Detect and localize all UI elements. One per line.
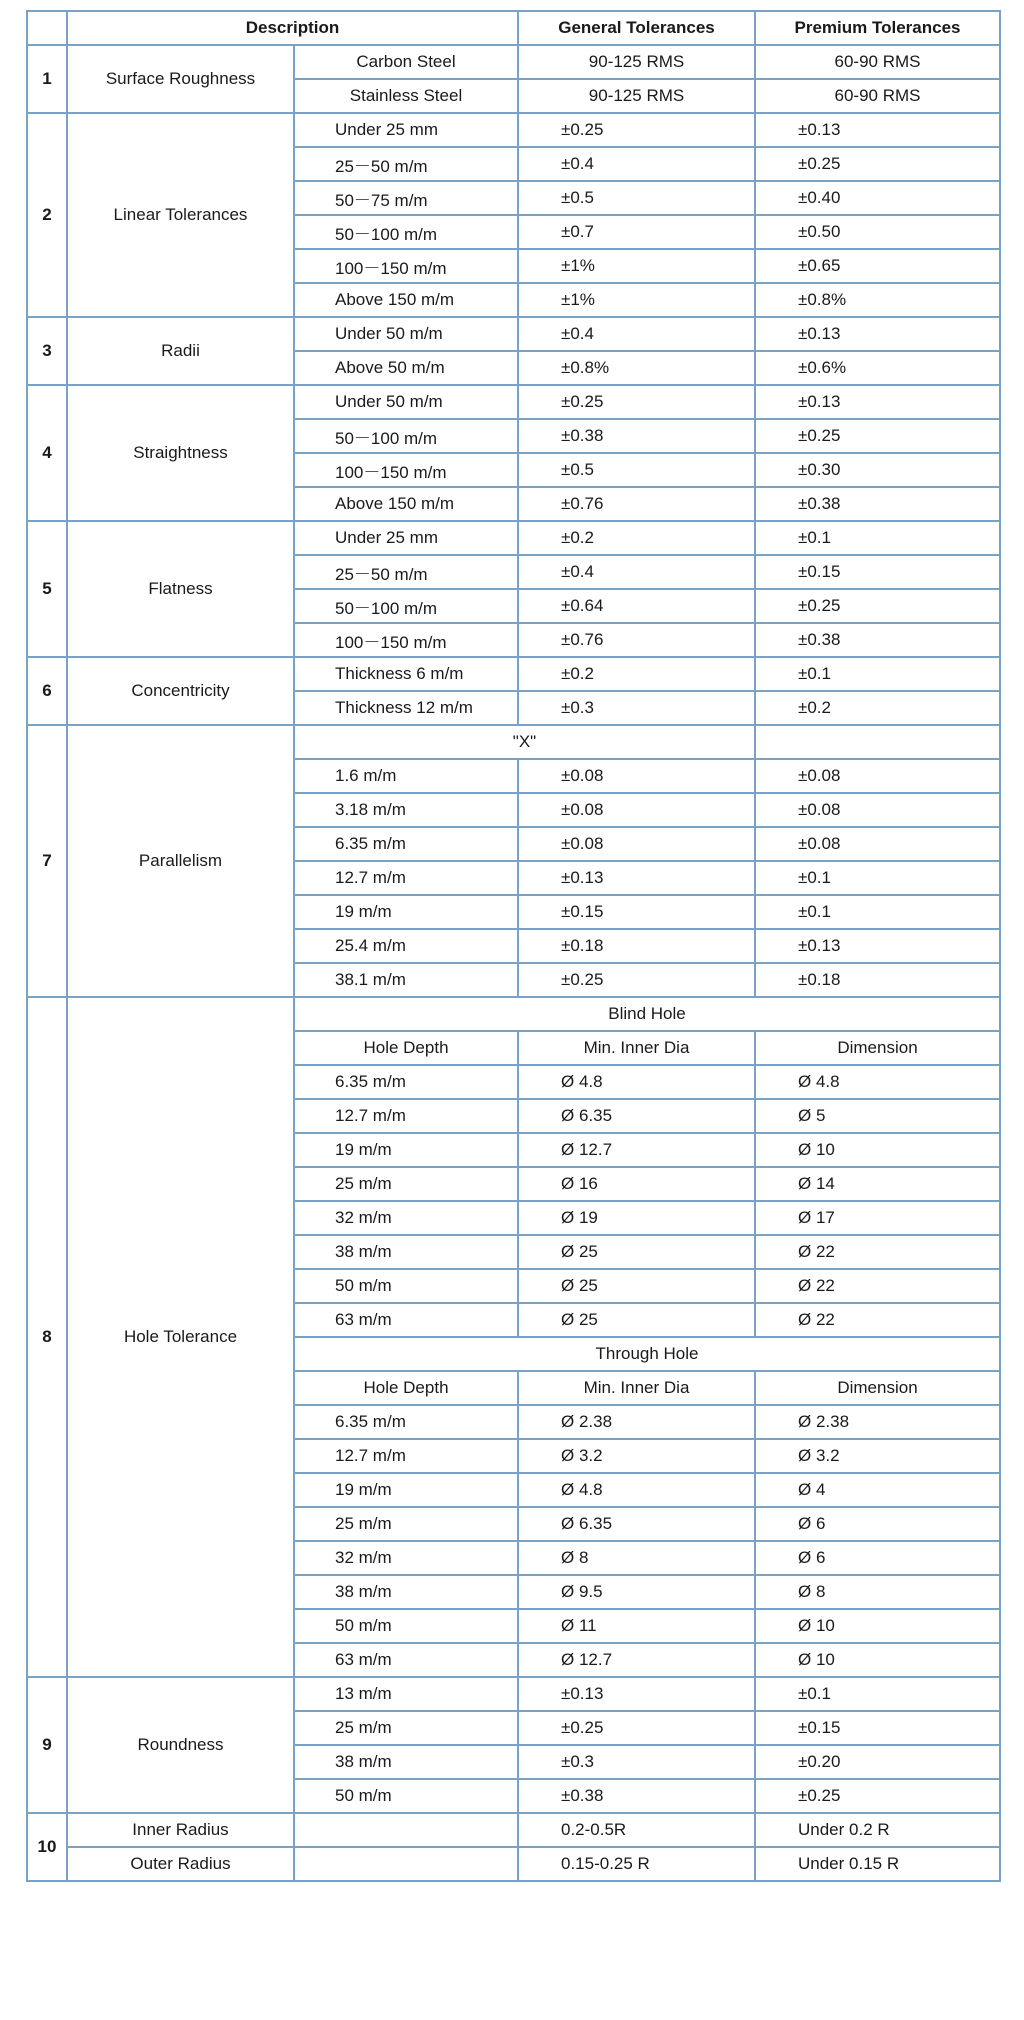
sub-description: Thickness 6 m/m — [294, 657, 518, 691]
sub-description: 50－100 m/m — [294, 419, 518, 453]
min-inner-dia-cell: Ø 25 — [518, 1269, 755, 1303]
sub-description: Above 150 m/m — [294, 487, 518, 521]
parallelism-x-blank — [755, 725, 1000, 759]
sub-description: Above 50 m/m — [294, 351, 518, 385]
premium-tolerance-cell: ±0.08 — [755, 793, 1000, 827]
general-tolerance-cell: ±0.08 — [518, 827, 755, 861]
section-number: 9 — [27, 1677, 67, 1813]
premium-tolerance-cell: ±0.15 — [755, 1711, 1000, 1745]
dimension-cell: Ø 10 — [755, 1609, 1000, 1643]
min-inner-dia-cell: Ø 4.8 — [518, 1065, 755, 1099]
dimension-cell: Ø 2.38 — [755, 1405, 1000, 1439]
premium-tolerance-cell: 60-90 RMS — [755, 79, 1000, 113]
sub-description: 25.4 m/m — [294, 929, 518, 963]
premium-tolerance-cell: ±0.1 — [755, 895, 1000, 929]
general-tolerance-cell: ±0.08 — [518, 759, 755, 793]
general-tolerance-cell: ±0.4 — [518, 555, 755, 589]
sub-description: 25－50 m/m — [294, 555, 518, 589]
general-tolerance-cell: ±0.13 — [518, 861, 755, 895]
table-row — [27, 997, 1000, 1031]
sub-description: 6.35 m/m — [294, 827, 518, 861]
section-title: Hole Tolerance — [67, 997, 294, 1677]
hole-depth-cell: 19 m/m — [294, 1133, 518, 1167]
premium-tolerance-cell: ±0.8% — [755, 283, 1000, 317]
header-general-tolerances: General Tolerances — [518, 11, 755, 45]
table-row — [27, 113, 1000, 147]
min-inner-dia-cell: Ø 11 — [518, 1609, 755, 1643]
section-title: Linear Tolerances — [67, 113, 294, 317]
sub-description: Stainless Steel — [294, 79, 518, 113]
sub-description: 3.18 m/m — [294, 793, 518, 827]
sub-description: 100－150 m/m — [294, 453, 518, 487]
premium-tolerance-cell: ±0.25 — [755, 147, 1000, 181]
premium-tolerance-cell: ±0.18 — [755, 963, 1000, 997]
dimension-header: Dimension — [755, 1031, 1000, 1065]
premium-tolerance-cell: ±0.40 — [755, 181, 1000, 215]
sub-description: 25 m/m — [294, 1711, 518, 1745]
section-number: 4 — [27, 385, 67, 521]
sub-description: Under 50 m/m — [294, 385, 518, 419]
section-number: 7 — [27, 725, 67, 997]
radius-name: Outer Radius — [67, 1847, 294, 1881]
dimension-cell: Ø 14 — [755, 1167, 1000, 1201]
premium-tolerance-cell: ±0.1 — [755, 1677, 1000, 1711]
sub-description: 1.6 m/m — [294, 759, 518, 793]
general-tolerance-cell: ±0.2 — [518, 657, 755, 691]
premium-tolerance-cell: ±0.15 — [755, 555, 1000, 589]
general-tolerance-cell: ±0.4 — [518, 317, 755, 351]
table-row — [27, 45, 1000, 79]
premium-tolerance-cell: ±0.38 — [755, 487, 1000, 521]
general-tolerance-cell: ±0.15 — [518, 895, 755, 929]
premium-tolerance-cell: ±0.08 — [755, 827, 1000, 861]
dimension-cell: Ø 3.2 — [755, 1439, 1000, 1473]
sub-description: Under 25 mm — [294, 521, 518, 555]
hole-depth-cell: 50 m/m — [294, 1269, 518, 1303]
dimension-cell: Ø 10 — [755, 1643, 1000, 1677]
min-inner-dia-cell: Ø 9.5 — [518, 1575, 755, 1609]
section-number: 10 — [27, 1813, 67, 1881]
dimension-cell: Ø 22 — [755, 1235, 1000, 1269]
section-number: 3 — [27, 317, 67, 385]
hole-depth-cell: 38 m/m — [294, 1235, 518, 1269]
premium-tolerance-cell: ±0.25 — [755, 419, 1000, 453]
sub-description: 25－50 m/m — [294, 147, 518, 181]
dimension-cell: Ø 22 — [755, 1303, 1000, 1337]
sub-description: Above 150 m/m — [294, 283, 518, 317]
dimension-cell: Ø 17 — [755, 1201, 1000, 1235]
min-inner-dia-cell: Ø 8 — [518, 1541, 755, 1575]
sub-description: Carbon Steel — [294, 45, 518, 79]
section-title: Parallelism — [67, 725, 294, 997]
section-number: 1 — [27, 45, 67, 113]
general-tolerance-cell: ±0.13 — [518, 1677, 755, 1711]
general-tolerance-cell: ±0.38 — [518, 419, 755, 453]
min-inner-dia-cell: Ø 12.7 — [518, 1133, 755, 1167]
hole-depth-cell: 50 m/m — [294, 1609, 518, 1643]
min-inner-dia-cell: Ø 25 — [518, 1303, 755, 1337]
section-title: Straightness — [67, 385, 294, 521]
table-row — [27, 1847, 1000, 1881]
min-inner-dia-cell: Ø 3.2 — [518, 1439, 755, 1473]
section-title: Concentricity — [67, 657, 294, 725]
min-inner-dia-cell: Ø 16 — [518, 1167, 755, 1201]
general-tolerance-cell: ±1% — [518, 283, 755, 317]
premium-tolerance-cell: ±0.1 — [755, 861, 1000, 895]
general-tolerance-cell: ±1% — [518, 249, 755, 283]
sub-description: 100－150 m/m — [294, 249, 518, 283]
hole-depth-cell: 12.7 m/m — [294, 1439, 518, 1473]
general-tolerance-cell: ±0.5 — [518, 181, 755, 215]
table-row — [27, 317, 1000, 351]
dimension-cell: Ø 10 — [755, 1133, 1000, 1167]
radius-blank — [294, 1813, 518, 1847]
general-tolerance-cell: ±0.5 — [518, 453, 755, 487]
hole-depth-cell: 32 m/m — [294, 1201, 518, 1235]
premium-tolerance-cell: ±0.50 — [755, 215, 1000, 249]
hole-depth-cell: 25 m/m — [294, 1507, 518, 1541]
premium-tolerance-cell: ±0.08 — [755, 759, 1000, 793]
min-inner-dia-header: Min. Inner Dia — [518, 1031, 755, 1065]
premium-tolerance-cell: ±0.65 — [755, 249, 1000, 283]
dimension-cell: Ø 4.8 — [755, 1065, 1000, 1099]
min-inner-dia-cell: Ø 12.7 — [518, 1643, 755, 1677]
premium-tolerance-cell: ±0.25 — [755, 589, 1000, 623]
section-number: 5 — [27, 521, 67, 657]
hole-depth-header: Hole Depth — [294, 1031, 518, 1065]
sub-description: 12.7 m/m — [294, 861, 518, 895]
premium-tolerance-cell: ±0.30 — [755, 453, 1000, 487]
section-number: 2 — [27, 113, 67, 317]
header-row — [27, 11, 1000, 45]
general-tolerance-cell: ±0.25 — [518, 963, 755, 997]
general-tolerance-cell: ±0.3 — [518, 1745, 755, 1779]
table-row — [27, 725, 1000, 759]
dimension-cell: Ø 5 — [755, 1099, 1000, 1133]
premium-tolerance-cell: ±0.38 — [755, 623, 1000, 657]
header-blank — [27, 11, 67, 45]
tolerance-table-container — [26, 10, 1001, 1882]
table-row — [27, 385, 1000, 419]
general-tolerance-cell: 0.2-0.5R — [518, 1813, 755, 1847]
table-row — [27, 1813, 1000, 1847]
header-description: Description — [67, 11, 518, 45]
dimension-header: Dimension — [755, 1371, 1000, 1405]
hole-group-label: Through Hole — [294, 1337, 1000, 1371]
hole-group-label: Blind Hole — [294, 997, 1000, 1031]
general-tolerance-cell: 0.15-0.25 R — [518, 1847, 755, 1881]
premium-tolerance-cell: ±0.1 — [755, 657, 1000, 691]
sub-description: 13 m/m — [294, 1677, 518, 1711]
general-tolerance-cell: ±0.18 — [518, 929, 755, 963]
sub-description: 50－100 m/m — [294, 589, 518, 623]
sub-description: 38 m/m — [294, 1745, 518, 1779]
min-inner-dia-cell: Ø 4.8 — [518, 1473, 755, 1507]
sub-description: 50－100 m/m — [294, 215, 518, 249]
general-tolerance-cell: ±0.38 — [518, 1779, 755, 1813]
sub-description: 38.1 m/m — [294, 963, 518, 997]
header-premium-tolerances: Premium Tolerances — [755, 11, 1000, 45]
sub-description: 19 m/m — [294, 895, 518, 929]
dimension-cell: Ø 8 — [755, 1575, 1000, 1609]
sub-description: 100－150 m/m — [294, 623, 518, 657]
general-tolerance-cell: 90-125 RMS — [518, 79, 755, 113]
section-title: Surface Roughness — [67, 45, 294, 113]
general-tolerance-cell: ±0.3 — [518, 691, 755, 725]
sub-description: Under 25 mm — [294, 113, 518, 147]
sub-description: Under 50 m/m — [294, 317, 518, 351]
table-row — [27, 1677, 1000, 1711]
radius-name: Inner Radius — [67, 1813, 294, 1847]
table-row — [27, 521, 1000, 555]
general-tolerance-cell: ±0.76 — [518, 623, 755, 657]
premium-tolerance-cell: ±0.13 — [755, 929, 1000, 963]
general-tolerance-cell: ±0.76 — [518, 487, 755, 521]
premium-tolerance-cell: ±0.20 — [755, 1745, 1000, 1779]
general-tolerance-cell: ±0.25 — [518, 385, 755, 419]
radius-blank — [294, 1847, 518, 1881]
premium-tolerance-cell: Under 0.15 R — [755, 1847, 1000, 1881]
general-tolerance-cell: ±0.4 — [518, 147, 755, 181]
min-inner-dia-cell: Ø 6.35 — [518, 1507, 755, 1541]
hole-depth-cell: 38 m/m — [294, 1575, 518, 1609]
premium-tolerance-cell: ±0.13 — [755, 113, 1000, 147]
general-tolerance-cell: ±0.25 — [518, 1711, 755, 1745]
premium-tolerance-cell: ±0.25 — [755, 1779, 1000, 1813]
general-tolerance-cell: ±0.64 — [518, 589, 755, 623]
sub-description: 50－75 m/m — [294, 181, 518, 215]
table-row — [27, 657, 1000, 691]
sub-description: 50 m/m — [294, 1779, 518, 1813]
premium-tolerance-cell: ±0.1 — [755, 521, 1000, 555]
dimension-cell: Ø 4 — [755, 1473, 1000, 1507]
hole-depth-cell: 19 m/m — [294, 1473, 518, 1507]
premium-tolerance-cell: ±0.13 — [755, 317, 1000, 351]
general-tolerance-cell: ±0.25 — [518, 113, 755, 147]
section-title: Flatness — [67, 521, 294, 657]
sub-description: Thickness 12 m/m — [294, 691, 518, 725]
section-number: 8 — [27, 997, 67, 1677]
hole-depth-cell: 63 m/m — [294, 1643, 518, 1677]
section-title: Roundness — [67, 1677, 294, 1813]
hole-depth-cell: 63 m/m — [294, 1303, 518, 1337]
premium-tolerance-cell: 60-90 RMS — [755, 45, 1000, 79]
min-inner-dia-header: Min. Inner Dia — [518, 1371, 755, 1405]
min-inner-dia-cell: Ø 19 — [518, 1201, 755, 1235]
premium-tolerance-cell: ±0.13 — [755, 385, 1000, 419]
general-tolerance-cell: ±0.7 — [518, 215, 755, 249]
general-tolerance-cell: ±0.2 — [518, 521, 755, 555]
hole-depth-cell: 32 m/m — [294, 1541, 518, 1575]
min-inner-dia-cell: Ø 2.38 — [518, 1405, 755, 1439]
premium-tolerance-cell: ±0.2 — [755, 691, 1000, 725]
dimension-cell: Ø 6 — [755, 1541, 1000, 1575]
general-tolerance-cell: 90-125 RMS — [518, 45, 755, 79]
general-tolerance-cell: ±0.08 — [518, 793, 755, 827]
premium-tolerance-cell: ±0.6% — [755, 351, 1000, 385]
hole-depth-cell: 25 m/m — [294, 1167, 518, 1201]
dimension-cell: Ø 6 — [755, 1507, 1000, 1541]
general-tolerance-cell: ±0.8% — [518, 351, 755, 385]
min-inner-dia-cell: Ø 6.35 — [518, 1099, 755, 1133]
section-title: Radii — [67, 317, 294, 385]
section-number: 6 — [27, 657, 67, 725]
parallelism-x-label: "X" — [294, 725, 755, 759]
hole-depth-header: Hole Depth — [294, 1371, 518, 1405]
hole-depth-cell: 6.35 m/m — [294, 1065, 518, 1099]
hole-depth-cell: 12.7 m/m — [294, 1099, 518, 1133]
table-body — [27, 45, 1000, 1881]
tolerance-table — [26, 10, 1001, 1882]
hole-depth-cell: 6.35 m/m — [294, 1405, 518, 1439]
min-inner-dia-cell: Ø 25 — [518, 1235, 755, 1269]
premium-tolerance-cell: Under 0.2 R — [755, 1813, 1000, 1847]
dimension-cell: Ø 22 — [755, 1269, 1000, 1303]
